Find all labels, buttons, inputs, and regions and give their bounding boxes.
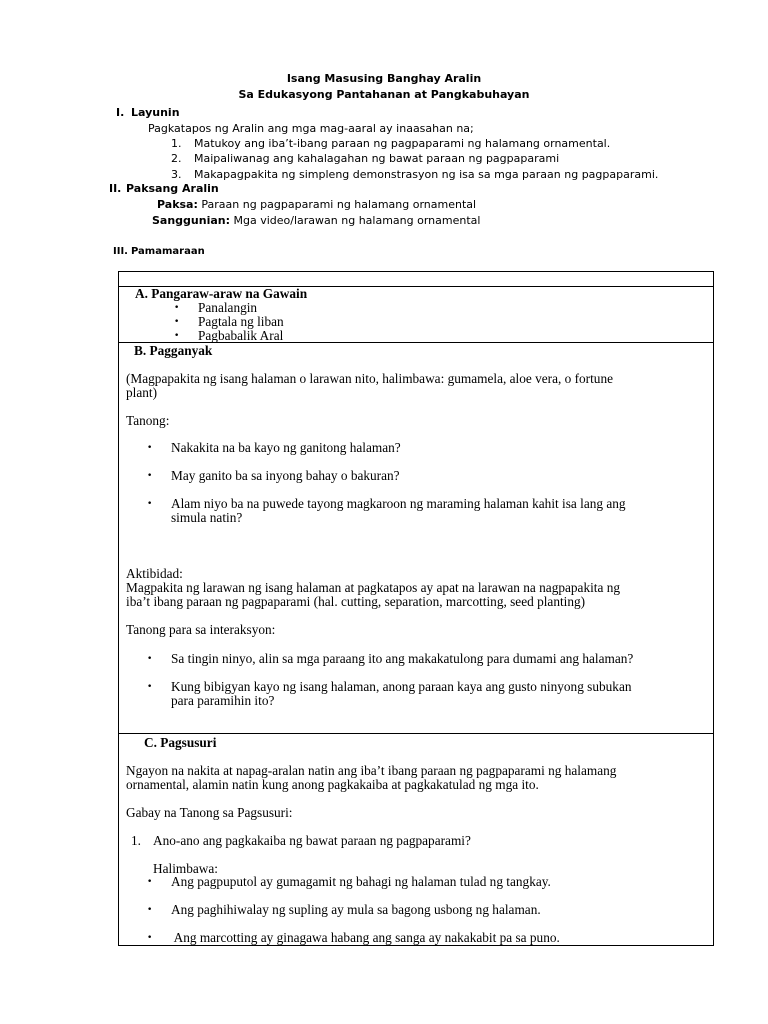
part-a-item-1: Panalangin <box>198 300 258 315</box>
table-row-divider-3 <box>118 733 714 734</box>
doc-title: Isang Masusing Banghay Aralin <box>286 72 482 85</box>
part-b-para-line1: (Magpapakita ng isang halaman o larawan nito, halimbawa: gumamela, aloe vera, o fortune <box>126 371 614 386</box>
objective-3: Makapagpakita ng simpleng demonstrasyon ng isa sa mga paraan ng pagpaparami. <box>194 168 659 181</box>
example-2: Ang paghihiwalay ng supling ay mula sa bagong usbong ng halaman. <box>171 902 541 917</box>
objective-2-number: 2. <box>171 152 182 165</box>
layunin-intro: Pagkatapos ng Aralin ang mga mag-aaral ay inaasahan na; <box>148 122 474 135</box>
bullet-icon: • <box>147 443 153 453</box>
part-a-item-2: Pagtala ng liban <box>198 314 284 329</box>
bullet-icon: • <box>147 654 153 664</box>
aktibidad-line1: Magpakita ng larawan ng isang halaman at pagkatapos ay apat na larawan na nagpapakita ng <box>126 580 621 595</box>
interaksyon-question-2-line2: para paramihin ito? <box>171 693 275 708</box>
section-3-heading: Pamamaraan <box>131 246 205 257</box>
bullet-icon: • <box>147 682 153 692</box>
part-b-question-3-line2: simula natin? <box>171 510 243 525</box>
halimbawa-label: Halimbawa: <box>153 861 218 876</box>
bullet-icon: • <box>174 331 180 341</box>
aktibidad-line2: iba’t ibang paraan ng pagpaparami (hal. cutting, separation, marcotting, seed planting) <box>126 594 586 609</box>
part-c-heading: C. Pagsusuri <box>144 735 217 750</box>
bullet-icon: • <box>147 499 153 509</box>
section-1-numeral: I. <box>116 106 125 119</box>
bullet-icon: • <box>147 905 153 915</box>
doc-subtitle: Sa Edukasyong Pantahanan at Pangkabuhayan <box>238 88 530 101</box>
interaksyon-question-2-line1: Kung bibigyan kayo ng isang halaman, anong paraan kaya ang gusto ninyong subukan <box>171 679 632 694</box>
section-2-numeral: II. <box>109 182 122 195</box>
bullet-icon: • <box>174 303 180 313</box>
objective-3-number: 3. <box>171 168 182 181</box>
section-1-heading: Layunin <box>131 106 180 119</box>
part-b-question-1: Nakakita na ba kayo ng ganitong halaman? <box>171 440 401 455</box>
paksa-value: Paraan ng pagpaparami ng halamang ornamental <box>201 198 477 211</box>
bullet-icon: • <box>147 933 153 943</box>
part-b-heading: B. Pagganyak <box>134 343 213 358</box>
objective-2: Maipaliwanag ang kahalagahan ng bawat paraan ng pagpaparami <box>194 152 560 165</box>
paksa-label: Paksa: <box>157 198 198 211</box>
part-b-para-line2: plant) <box>126 385 158 400</box>
bullet-icon: • <box>174 317 180 327</box>
part-c-question-1: Ano-ano ang pagkakaiba ng bawat paraan ng pagpaparami? <box>153 833 471 848</box>
example-1: Ang pagpuputol ay gumagamit ng bahagi ng halaman tulad ng tangkay. <box>171 874 551 889</box>
part-c-question-1-number: 1. <box>131 833 141 848</box>
table-border-right <box>713 271 714 946</box>
gabay-label: Gabay na Tanong sa Pagsusuri: <box>126 805 293 820</box>
part-a-heading: A. Pangaraw-araw na Gawain <box>135 286 308 301</box>
tanong-label: Tanong: <box>126 413 170 428</box>
interaksyon-question-1: Sa tingin ninyo, alin sa mga paraang ito ang makakatulong para dumami ang halaman? <box>171 651 634 666</box>
bullet-icon: • <box>147 877 153 887</box>
part-a-item-3: Pagbabalik Aral <box>198 328 284 343</box>
table-border-top <box>118 271 714 272</box>
bullet-icon: • <box>147 471 153 481</box>
sanggunian-value: Mga video/larawan ng halamang ornamental <box>233 214 481 227</box>
part-c-para-line1: Ngayon na nakita at napag-aralan natin ang iba’t ibang paraan ng pagpaparami ng halamang <box>126 763 617 778</box>
sanggunian-label: Sanggunian: <box>152 214 231 227</box>
paksa-line <box>157 198 476 211</box>
sanggunian-line <box>152 214 480 227</box>
section-3-numeral: III. <box>113 246 128 257</box>
objective-1-number: 1. <box>171 137 182 150</box>
example-3: Ang marcotting ay ginagawa habang ang sanga ay nakakabit pa sa puno. <box>171 930 560 945</box>
objective-1: Matukoy ang iba’t-ibang paraan ng pagpaparami ng halamang ornamental. <box>194 137 611 150</box>
table-border-left <box>118 271 119 946</box>
section-2-heading: Paksang Aralin <box>126 182 219 195</box>
part-b-question-2: May ganito ba sa inyong bahay o bakuran? <box>171 468 400 483</box>
tanong-interaksyon-label: Tanong para sa interaksyon: <box>126 622 276 637</box>
aktibidad-label: Aktibidad: <box>126 566 183 581</box>
part-c-para-line2: ornamental, alamin natin kung anong pagkakaiba at pagkakatulad ng mga ito. <box>126 777 539 792</box>
part-b-question-3-line1: Alam niyo ba na puwede tayong magkaroon ng maraming halaman kahit isa lang ang <box>171 496 626 511</box>
